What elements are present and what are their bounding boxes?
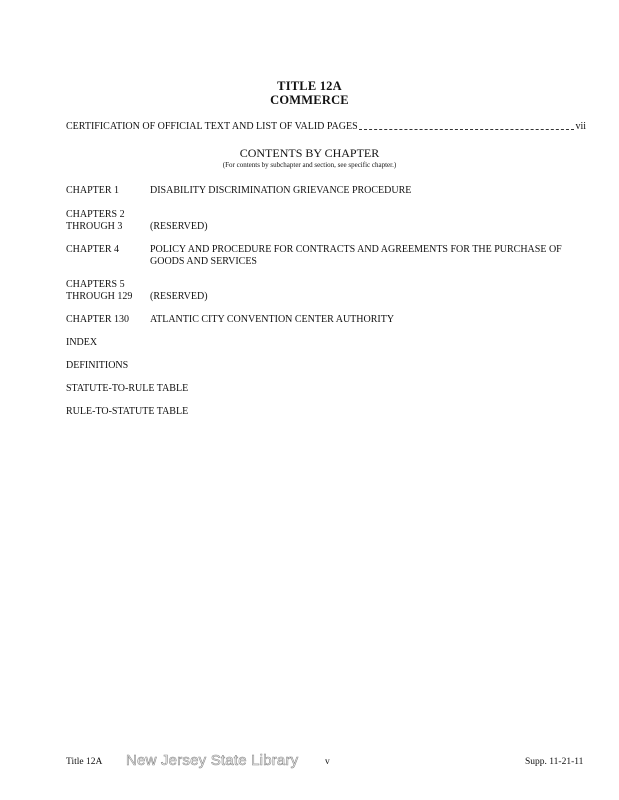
dotted-leader bbox=[359, 129, 575, 130]
chapter-title: POLICY AND PROCEDURE FOR CONTRACTS AND AGREEMENTS FOR THE PURCHASE OF GOODS AND SERVICES bbox=[150, 244, 562, 267]
chapter-label: CHAPTER 130 bbox=[66, 314, 130, 325]
statute-to-rule-entry: STATUTE-TO-RULE TABLE bbox=[66, 383, 189, 394]
library-watermark: New Jersey State Library bbox=[126, 752, 299, 769]
chapter-label: CHAPTER 1 bbox=[66, 185, 120, 196]
certification-page-number: vii bbox=[575, 121, 586, 132]
chapter-title: (RESERVED) bbox=[150, 221, 208, 232]
chapter-title: DISABILITY DISCRIMINATION GRIEVANCE PROCEDURE bbox=[150, 185, 412, 196]
title-name: COMMERCE bbox=[270, 93, 349, 107]
footer-title: Title 12A bbox=[66, 757, 103, 767]
definitions-entry: DEFINITIONS bbox=[66, 360, 129, 371]
chapter-title: ATLANTIC CITY CONVENTION CENTER AUTHORITY bbox=[150, 314, 395, 325]
chapter-label: CHAPTER 4 bbox=[66, 244, 120, 255]
chapter-title: (RESERVED) bbox=[150, 291, 208, 302]
title-number: TITLE 12A bbox=[277, 79, 342, 93]
contents-heading: CONTENTS BY CHAPTER bbox=[239, 146, 380, 160]
certification-entry bbox=[66, 121, 586, 132]
chapter-label: CHAPTERS 2 THROUGH 3 bbox=[66, 209, 125, 232]
footer-page-number: v bbox=[325, 757, 330, 767]
footer-supplement-date: Supp. 11-21-11 bbox=[525, 757, 584, 767]
certification-text: CERTIFICATION OF OFFICIAL TEXT AND LIST OF VALID PAGES bbox=[66, 121, 358, 132]
index-entry: INDEX bbox=[66, 337, 98, 348]
rule-to-statute-entry: RULE-TO-STATUTE TABLE bbox=[66, 406, 189, 417]
chapter-label: CHAPTERS 5 THROUGH 129 bbox=[66, 279, 133, 302]
page-title bbox=[0, 79, 619, 107]
contents-subheading: (For contents by subchapter and section, see specific chapter.) bbox=[222, 161, 397, 169]
